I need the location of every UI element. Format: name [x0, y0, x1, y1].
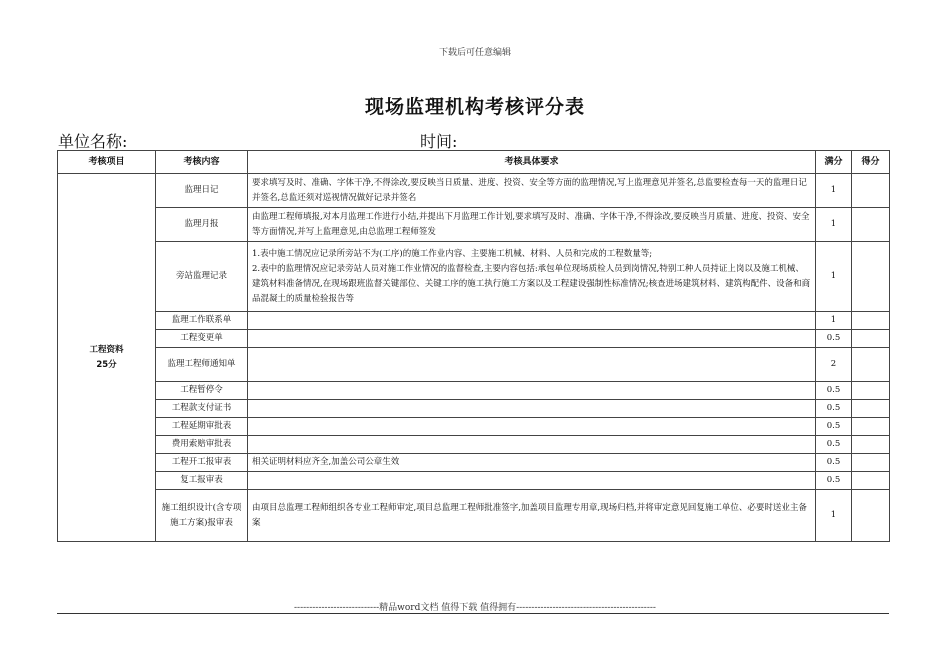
- header-content: 考核内容: [156, 151, 248, 174]
- category-cell: [58, 174, 156, 542]
- content-cell: 监理月报: [156, 208, 248, 242]
- full-score-cell: 0.5: [816, 472, 852, 490]
- requirement-cell: [248, 400, 816, 418]
- table-row: [58, 400, 890, 418]
- full-score-cell: 0.5: [816, 418, 852, 436]
- requirement-cell: [248, 382, 816, 400]
- content-cell: 复工报审表: [156, 472, 248, 490]
- table-row: [58, 490, 890, 542]
- header-note: 下载后可任意编辑: [438, 48, 511, 58]
- header-score: 得分: [852, 151, 890, 174]
- table-row: [58, 436, 890, 454]
- score-input-cell[interactable]: [852, 242, 890, 312]
- time-label: 时间:: [420, 132, 458, 151]
- table-row: [58, 174, 890, 208]
- evaluation-table: [57, 150, 890, 542]
- full-score-cell: 0.5: [816, 400, 852, 418]
- full-score-cell: 1: [816, 174, 852, 208]
- footer-rule: [57, 613, 889, 614]
- full-score-cell: 1: [816, 490, 852, 542]
- footer-note: ----------------------------精品word文档 值得下载 值得拥有----------------------------------------------: [294, 603, 656, 613]
- content-cell: 监理工程师通知单: [156, 348, 248, 382]
- content-cell: 工程暂停令: [156, 382, 248, 400]
- table-row: [58, 348, 890, 382]
- score-input-cell[interactable]: [852, 490, 890, 542]
- requirement-cell: 1.表中施工情况应记录所旁站不为(工序)的施工作业内容、主要施工机械、材料、人员和完成的工程数量等; 2.表中的监理情况应记录旁站人员对施工作业情况的监督检查,主要内容包括:承包单位现场质检人员到岗情况,特别工种人员持证上岗以及施工机械、建筑材料准备情况,在现场跟班监督关键部位、关键工序的施工执行施工方案以及工程建设强制性标准情况;核查进场建筑材料、建筑构配件、设备和商品混凝土的质量检验报告等: [248, 242, 816, 312]
- table-row: [58, 330, 890, 348]
- score-input-cell[interactable]: [852, 174, 890, 208]
- full-score-cell: 0.5: [816, 436, 852, 454]
- category-points: 25分: [96, 359, 117, 370]
- score-input-cell[interactable]: [852, 400, 890, 418]
- content-cell: 施工组织设计(含专项施工方案)报审表: [156, 490, 248, 542]
- header-full-score: 满分: [816, 151, 852, 174]
- score-input-cell[interactable]: [852, 472, 890, 490]
- full-score-cell: 1: [816, 208, 852, 242]
- score-input-cell[interactable]: [852, 454, 890, 472]
- score-input-cell[interactable]: [852, 208, 890, 242]
- content-cell: 费用索赔审批表: [156, 436, 248, 454]
- requirement-cell: 相关证明材料应齐全,加盖公司公章生效: [248, 454, 816, 472]
- requirement-cell: [248, 418, 816, 436]
- requirement-cell: [248, 472, 816, 490]
- full-score-cell: 1: [816, 312, 852, 330]
- content-cell: 工程开工报审表: [156, 454, 248, 472]
- full-score-cell: 2: [816, 348, 852, 382]
- table-header-row: [58, 151, 890, 174]
- content-cell: 监理日记: [156, 174, 248, 208]
- content-cell: 工程变更单: [156, 330, 248, 348]
- score-input-cell[interactable]: [852, 330, 890, 348]
- requirement-cell: [248, 348, 816, 382]
- requirement-cell: [248, 312, 816, 330]
- header-category: 考核项目: [58, 151, 156, 174]
- full-score-cell: 0.5: [816, 454, 852, 472]
- document-title: 现场监理机构考核评分表: [364, 96, 585, 118]
- score-input-cell[interactable]: [852, 348, 890, 382]
- content-cell: 旁站监理记录: [156, 242, 248, 312]
- table-row: [58, 242, 890, 312]
- score-input-cell[interactable]: [852, 418, 890, 436]
- score-input-cell[interactable]: [852, 382, 890, 400]
- requirement-cell: 要求填写及时、准确、字体干净,不得涂改,要反映当日质量、进度、投资、安全等方面的监理情况,写上监理意见并签名,总监要检查每一天的监理日记并签名,总监还须对巡视情况做好记录并签名: [248, 174, 816, 208]
- table-row: [58, 382, 890, 400]
- table-row: [58, 472, 890, 490]
- header-requirement: 考核具体要求: [248, 151, 816, 174]
- table-row: [58, 312, 890, 330]
- table-row: [58, 454, 890, 472]
- full-score-cell: 0.5: [816, 330, 852, 348]
- full-score-cell: 1: [816, 242, 852, 312]
- requirement-cell: [248, 436, 816, 454]
- content-cell: 工程延期审批表: [156, 418, 248, 436]
- requirement-cell: 由项目总监理工程师组织各专业工程师审定,项目总监理工程师批准签字,加盖项目监理专用章,现场归档,并将审定意见回复施工单位、必要时送业主备案: [248, 490, 816, 542]
- content-cell: 监理工作联系单: [156, 312, 248, 330]
- requirement-cell: 由监理工程师填报,对本月监理工作进行小结,并提出下月监理工作计划,要求填写及时、准确、字体干净,不得涂改,要反映当月质量、进度、投资、安全等方面情况,并写上监理意见,由总监理工程师签发: [248, 208, 816, 242]
- full-score-cell: 0.5: [816, 382, 852, 400]
- content-cell: 工程款支付证书: [156, 400, 248, 418]
- table-row: [58, 418, 890, 436]
- category-name: 工程资料: [89, 344, 124, 355]
- table-row: [58, 208, 890, 242]
- requirement-cell: [248, 330, 816, 348]
- score-input-cell[interactable]: [852, 436, 890, 454]
- unit-name-label: 单位名称:: [58, 132, 128, 151]
- score-input-cell[interactable]: [852, 312, 890, 330]
